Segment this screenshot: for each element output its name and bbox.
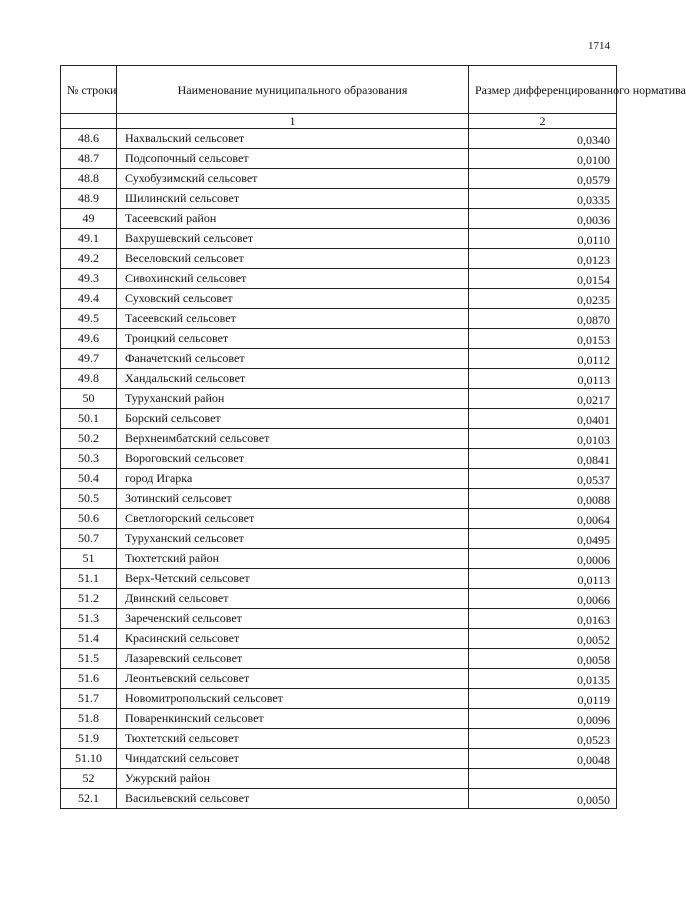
row-number-cell: 49.3 — [61, 269, 117, 289]
normative-value-cell: 0,0154 — [469, 269, 617, 289]
row-number-cell: 51.8 — [61, 709, 117, 729]
row-number-cell: 51.9 — [61, 729, 117, 749]
row-number-cell: 49.6 — [61, 329, 117, 349]
row-number-cell: 48.9 — [61, 189, 117, 209]
row-number-cell: 49.5 — [61, 309, 117, 329]
normative-value-cell: 0,0066 — [469, 589, 617, 609]
municipality-name-cell: Борский сельсовет — [117, 409, 469, 429]
municipality-name-cell: Светлогорский сельсовет — [117, 509, 469, 529]
municipality-name-cell: Нахвальский сельсовет — [117, 129, 469, 149]
municipality-name-cell: Новомитропольский сельсовет — [117, 689, 469, 709]
table-index-row — [61, 114, 617, 129]
row-number-cell: 50.3 — [61, 449, 117, 469]
normative-value-cell: 0,0123 — [469, 249, 617, 269]
row-number-cell: 48.7 — [61, 149, 117, 169]
table-row — [61, 489, 617, 509]
table-row — [61, 589, 617, 609]
row-number-cell: 50.6 — [61, 509, 117, 529]
municipality-name-cell: Тюхтетский сельсовет — [117, 729, 469, 749]
municipality-name-cell: Красинский сельсовет — [117, 629, 469, 649]
normative-value-cell: 0,0537 — [469, 469, 617, 489]
table-row — [61, 309, 617, 329]
table-row — [61, 569, 617, 589]
table-row — [61, 669, 617, 689]
table-row — [61, 349, 617, 369]
table-row — [61, 629, 617, 649]
table-row — [61, 269, 617, 289]
municipality-name-cell: Туруханский сельсовет — [117, 529, 469, 549]
municipality-name-cell: Леонтьевский сельсовет — [117, 669, 469, 689]
row-number-cell: 51 — [61, 549, 117, 569]
municipality-name-cell: Васильевский сельсовет — [117, 789, 469, 809]
table-row — [61, 129, 617, 149]
normative-value-cell: 0,0579 — [469, 169, 617, 189]
normative-value-cell: 0,0340 — [469, 129, 617, 149]
normative-value-cell: 0,0135 — [469, 669, 617, 689]
normative-value-cell: 0,0335 — [469, 189, 617, 209]
municipality-name-cell: Вахрушевский сельсовет — [117, 229, 469, 249]
row-number-cell: 51.6 — [61, 669, 117, 689]
normative-value-cell: 0,0096 — [469, 709, 617, 729]
table-row — [61, 509, 617, 529]
table-row — [61, 189, 617, 209]
table-row — [61, 729, 617, 749]
municipality-name-cell: Подсопочный сельсовет — [117, 149, 469, 169]
normative-value-cell — [469, 769, 617, 789]
row-number-cell: 49.7 — [61, 349, 117, 369]
normative-value-cell: 0,0841 — [469, 449, 617, 469]
normative-value-cell: 0,0058 — [469, 649, 617, 669]
normative-value-cell: 0,0163 — [469, 609, 617, 629]
row-number-cell: 49.1 — [61, 229, 117, 249]
row-number-cell: 51.1 — [61, 569, 117, 589]
normative-value-cell: 0,0235 — [469, 289, 617, 309]
municipality-name-cell: Сухобузимский сельсовет — [117, 169, 469, 189]
row-number-cell: 51.7 — [61, 689, 117, 709]
municipality-name-cell: Суховский сельсовет — [117, 289, 469, 309]
normative-value-cell: 0,0064 — [469, 509, 617, 529]
row-number-cell: 52 — [61, 769, 117, 789]
row-number-cell: 50.7 — [61, 529, 117, 549]
normative-value-cell: 0,0103 — [469, 429, 617, 449]
index-cell: 1 — [117, 114, 469, 129]
row-number-cell: 51.5 — [61, 649, 117, 669]
table-row — [61, 549, 617, 569]
table-row — [61, 289, 617, 309]
normative-value-cell: 0,0048 — [469, 749, 617, 769]
table-row — [61, 329, 617, 349]
normative-value-cell: 0,0495 — [469, 529, 617, 549]
row-number-cell: 51.4 — [61, 629, 117, 649]
table-row — [61, 429, 617, 449]
municipality-name-cell: Тасеевский сельсовет — [117, 309, 469, 329]
table-row — [61, 769, 617, 789]
header-normative-size: Размер дифференцированного норматива — [469, 66, 617, 114]
municipality-name-cell: Двинский сельсовет — [117, 589, 469, 609]
normative-value-cell: 0,0110 — [469, 229, 617, 249]
table-row — [61, 469, 617, 489]
row-number-cell: 49 — [61, 209, 117, 229]
municipality-name-cell: Фаначетский сельсовет — [117, 349, 469, 369]
normative-value-cell: 0,0100 — [469, 149, 617, 169]
row-number-cell: 51.2 — [61, 589, 117, 609]
municipality-name-cell: Лазаревский сельсовет — [117, 649, 469, 669]
normative-value-cell: 0,0153 — [469, 329, 617, 349]
normative-value-cell: 0,0006 — [469, 549, 617, 569]
row-number-cell: 49.8 — [61, 369, 117, 389]
row-number-cell: 50 — [61, 389, 117, 409]
row-number-cell: 50.2 — [61, 429, 117, 449]
header-municipality-name: Наименование муниципального образования — [117, 66, 469, 114]
municipality-name-cell: Зотинский сельсовет — [117, 489, 469, 509]
table-row — [61, 749, 617, 769]
table-row — [61, 709, 617, 729]
municipality-name-cell: Тюхтетский район — [117, 549, 469, 569]
municipality-name-cell: Веселовский сельсовет — [117, 249, 469, 269]
normative-value-cell: 0,0088 — [469, 489, 617, 509]
table-row — [61, 409, 617, 429]
row-number-cell: 49.4 — [61, 289, 117, 309]
table-row — [61, 689, 617, 709]
normative-value-cell: 0,0870 — [469, 309, 617, 329]
row-number-cell: 50.4 — [61, 469, 117, 489]
table-row — [61, 169, 617, 189]
normative-value-cell: 0,0050 — [469, 789, 617, 809]
row-number-cell: 49.2 — [61, 249, 117, 269]
municipality-name-cell: Тасеевский район — [117, 209, 469, 229]
table-row — [61, 149, 617, 169]
municipality-name-cell: Туруханский район — [117, 389, 469, 409]
municipality-name-cell: город Игарка — [117, 469, 469, 489]
municipality-name-cell: Ужурский район — [117, 769, 469, 789]
municipality-name-cell: Хандальский сельсовет — [117, 369, 469, 389]
normative-value-cell: 0,0401 — [469, 409, 617, 429]
table-row — [61, 369, 617, 389]
municipality-name-cell: Троицкий сельсовет — [117, 329, 469, 349]
municipality-name-cell: Зареченский сельсовет — [117, 609, 469, 629]
table-row — [61, 209, 617, 229]
row-number-cell: 48.6 — [61, 129, 117, 149]
municipality-name-cell: Шилинский сельсовет — [117, 189, 469, 209]
normative-value-cell: 0,0112 — [469, 349, 617, 369]
municipality-name-cell: Верхнеимбатский сельсовет — [117, 429, 469, 449]
row-number-cell: 51.3 — [61, 609, 117, 629]
row-number-cell: 50.1 — [61, 409, 117, 429]
row-number-cell: 48.8 — [61, 169, 117, 189]
normative-value-cell: 0,0113 — [469, 369, 617, 389]
municipality-name-cell: Сивохинский сельсовет — [117, 269, 469, 289]
normative-value-cell: 0,0119 — [469, 689, 617, 709]
index-cell: 2 — [469, 114, 617, 129]
table-row — [61, 789, 617, 809]
table-row — [61, 449, 617, 469]
table-row — [61, 609, 617, 629]
row-number-cell: 51.10 — [61, 749, 117, 769]
municipality-name-cell: Вороговский сельсовет — [117, 449, 469, 469]
header-row-number: № строки — [61, 66, 117, 114]
table-row — [61, 229, 617, 249]
municipality-name-cell: Поваренкинский сельсовет — [117, 709, 469, 729]
table-row — [61, 649, 617, 669]
normative-value-cell: 0,0113 — [469, 569, 617, 589]
municipality-name-cell: Верх-Четский сельсовет — [117, 569, 469, 589]
normative-value-cell: 0,0217 — [469, 389, 617, 409]
table-row — [61, 389, 617, 409]
normative-value-cell: 0,0036 — [469, 209, 617, 229]
table-header-row — [61, 66, 617, 114]
municipality-name-cell: Чиндатский сельсовет — [117, 749, 469, 769]
page-number: 1714 — [588, 40, 610, 52]
table-row — [61, 249, 617, 269]
row-number-cell: 50.5 — [61, 489, 117, 509]
normative-table — [60, 65, 686, 809]
normative-value-cell: 0,0052 — [469, 629, 617, 649]
row-number-cell: 52.1 — [61, 789, 117, 809]
normative-value-cell: 0,0523 — [469, 729, 617, 749]
table-row — [61, 529, 617, 549]
index-cell — [61, 114, 117, 129]
